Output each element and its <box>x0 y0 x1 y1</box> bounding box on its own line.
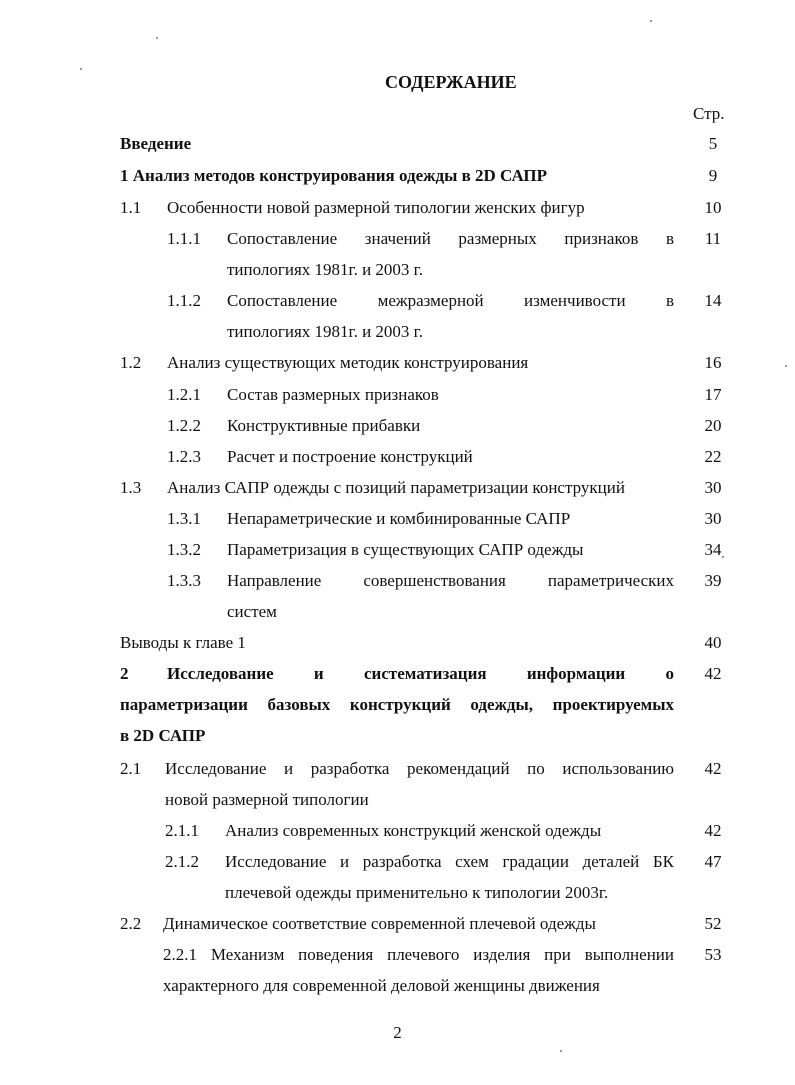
page-title: СОДЕРЖАНИЕ <box>385 72 517 92</box>
toc-number: 2.2 <box>120 914 142 933</box>
toc-page: 20 <box>704 416 722 435</box>
toc-entry-intro: Введение <box>120 134 192 153</box>
toc-entry-text: Анализ современных конструкций женской одежды <box>225 821 602 840</box>
scan-speck <box>650 20 652 22</box>
toc-number: 1.3.1 <box>167 509 201 528</box>
scan-speck <box>722 556 724 558</box>
toc-entry-text: Сопоставление значений размерных признаков в <box>227 229 674 248</box>
toc-number: 2 <box>120 664 129 683</box>
toc-page: 30 <box>704 478 722 497</box>
toc-entry-text-continued: новой размерной типологии <box>165 790 369 809</box>
toc-page: 34 <box>704 540 722 559</box>
toc-number: 1.3.3 <box>167 571 201 590</box>
toc-page: 5 <box>708 134 718 153</box>
toc-entry-text-continued: систем <box>227 602 277 621</box>
toc-number: 1.3 <box>120 478 142 497</box>
toc-entry-text: Сопоставление межразмерной изменчивости в <box>227 291 674 310</box>
toc-number: 1.3.2 <box>167 540 201 559</box>
toc-entry-text-continued: параметризации базовых конструкций одежды, проектируемых <box>120 695 674 714</box>
toc-number: 1.2.2 <box>167 416 201 435</box>
toc-entry-text-continued: в 2D САПР <box>120 726 206 745</box>
toc-page: 42 <box>704 759 722 778</box>
toc-entry-chapter-2: Исследование и систематизация информации о <box>167 664 674 683</box>
toc-number: 1.1.1 <box>167 229 201 248</box>
toc-page: 42 <box>704 821 722 840</box>
page-number: 2 <box>393 1023 402 1042</box>
page-column-header: Стр. <box>693 104 725 123</box>
toc-number: 2.1 <box>120 759 142 778</box>
toc-entry-conclusions: Выводы к главе 1 <box>120 633 246 652</box>
toc-entry-text: Расчет и построение конструкций <box>227 447 473 466</box>
toc-page: 42 <box>704 664 722 683</box>
toc-entry-text: Анализ существующих методик конструирования <box>167 353 529 372</box>
toc-entry-text: Исследование и разработка схем градации деталей БК <box>225 852 674 871</box>
toc-number: 1.1 <box>120 198 142 217</box>
toc-number: 2.1.2 <box>165 852 199 871</box>
scan-speck <box>156 37 158 39</box>
toc-entry-text: Направление совершенствования параметрических <box>227 571 674 590</box>
toc-entry-text: Непараметрические и комбинированные САПР <box>227 509 571 528</box>
toc-page: 39 <box>704 571 722 590</box>
toc-entry-text: Анализ САПР одежды с позиций параметризации конструкций <box>167 478 625 497</box>
toc-page: 22 <box>704 447 722 466</box>
scan-speck <box>785 365 787 367</box>
toc-entry-text-continued: типологиях 1981г. и 2003 г. <box>227 322 423 341</box>
toc-number: 2.1.1 <box>165 821 199 840</box>
toc-entry-chapter-1: 1 Анализ методов конструирования одежды в 2D САПР <box>120 166 547 185</box>
toc-page: 11 <box>704 229 722 248</box>
toc-page: 40 <box>704 633 722 652</box>
toc-page: 14 <box>704 291 722 310</box>
toc-entry-text: 2.2.1 Механизм поведения плечевого изделия при выполнении <box>163 945 674 964</box>
toc-entry-text: Параметризация в существующих САПР одежды <box>227 540 584 559</box>
toc-number: 1.2.1 <box>167 385 201 404</box>
toc-page: 53 <box>704 945 722 964</box>
toc-page: 17 <box>704 385 722 404</box>
scan-speck <box>560 1050 562 1052</box>
toc-entry-text: Исследование и разработка рекомендаций по использованию <box>165 759 674 778</box>
toc-entry-text-continued: типологиях 1981г. и 2003 г. <box>227 260 423 279</box>
toc-entry-text-continued: характерного для современной деловой женщины движения <box>163 976 600 995</box>
toc-page: 47 <box>704 852 722 871</box>
toc-entry-text: Состав размерных признаков <box>227 385 439 404</box>
toc-page: 30 <box>704 509 722 528</box>
toc-number: 1.1.2 <box>167 291 201 310</box>
scan-speck <box>80 68 82 70</box>
toc-entry-text: Особенности новой размерной типологии женских фигур <box>167 198 585 217</box>
toc-page: 52 <box>704 914 722 933</box>
toc-number: 1.2.3 <box>167 447 201 466</box>
toc-number: 1.2 <box>120 353 142 372</box>
toc-entry-text-continued: плечевой одежды применительно к типологии 2003г. <box>225 883 609 902</box>
toc-entry-text: Динамическое соответствие современной плечевой одежды <box>163 914 596 933</box>
toc-page: 9 <box>708 166 718 185</box>
toc-page: 16 <box>704 353 722 372</box>
toc-page: 10 <box>704 198 722 217</box>
toc-entry-text: Конструктивные прибавки <box>227 416 421 435</box>
